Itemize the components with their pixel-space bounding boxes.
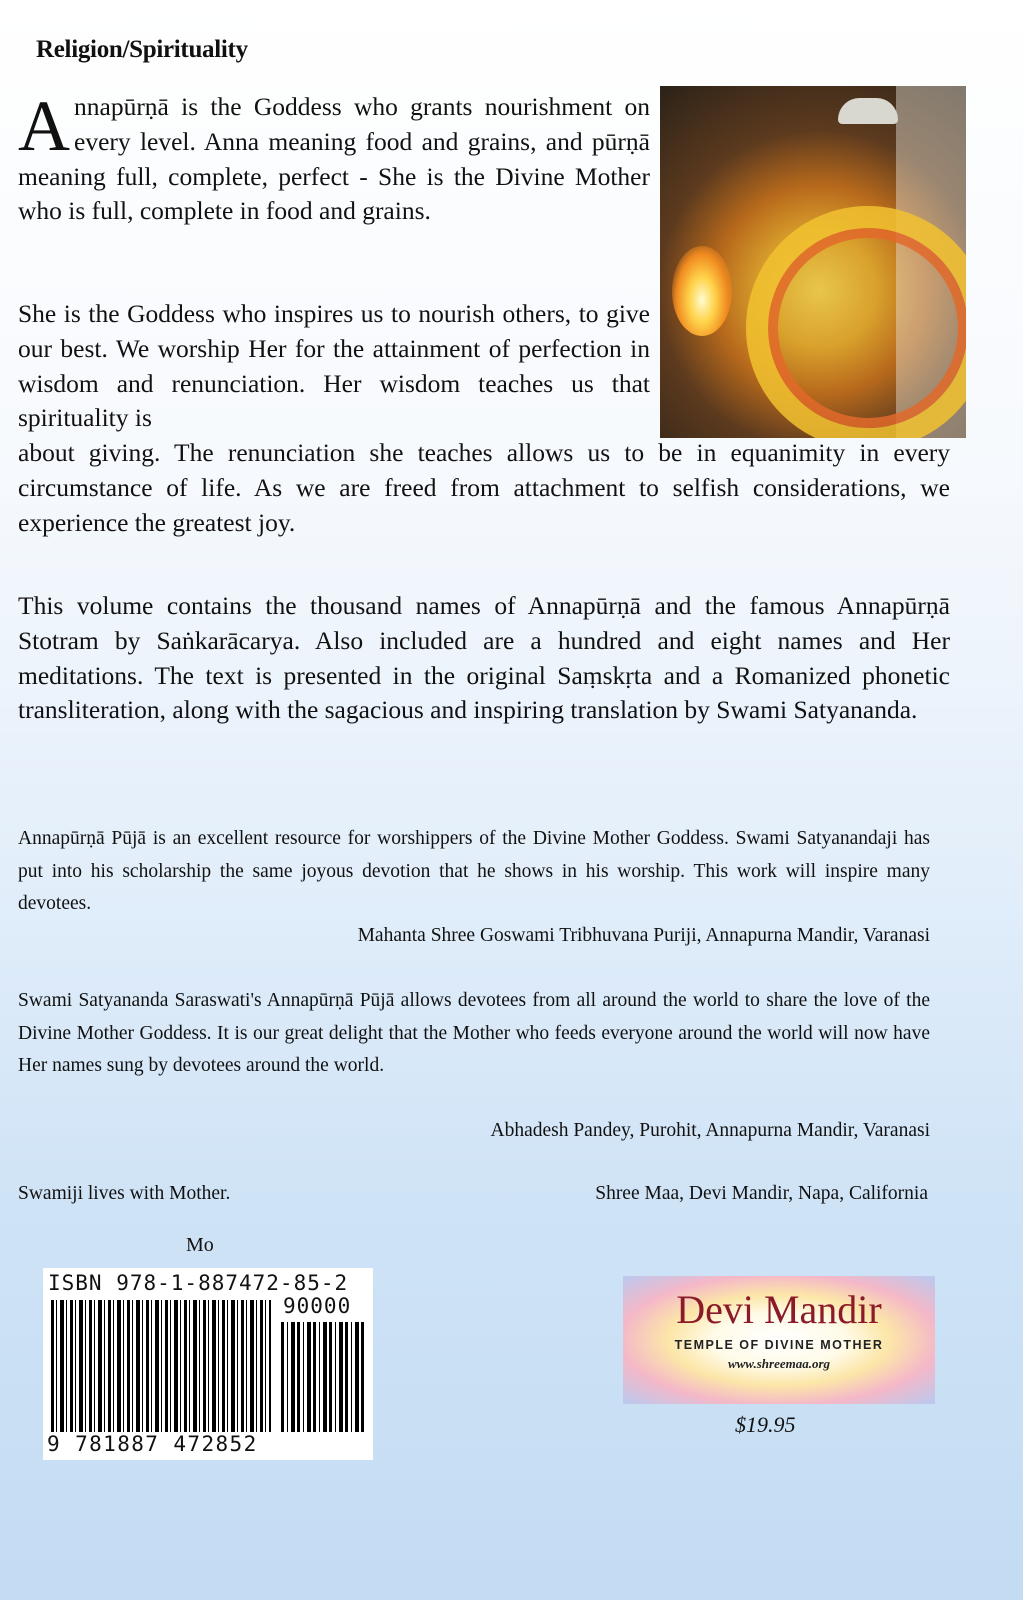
logo-subtitle: TEMPLE OF DIVINE MOTHER xyxy=(674,1338,884,1352)
paragraph-2-text-a: She is the Goddess who inspires us to nourish others, to give our best. We worship Her for the attainment of perfection in wisdom and renunciation. Her wisdom teaches us that spirituality is xyxy=(18,299,650,433)
paragraph-1-text: nnapūrṇā is the Goddess who grants nourishment on every level. Anna meaning food and grains, and pūrṇā meaning full, complete, perfect - She is the Divine Mother who is full, complete in food and grains. xyxy=(18,92,650,226)
drop-cap: A xyxy=(18,86,70,166)
endorsement-attribution-1: Mahanta Shree Goswami Tribhuvana Puriji, Annapurna Mandir, Varanasi xyxy=(357,925,930,946)
barcode-addon-bars xyxy=(281,1322,367,1432)
footer-right-text: Shree Maa, Devi Mandir, Napa, California xyxy=(595,1183,928,1204)
devi-mandir-logo xyxy=(623,1276,935,1404)
endorsement-attribution-2: Abhadesh Pandey, Purohit, Annapurna Mandir, Varanasi xyxy=(490,1120,930,1141)
endorsement-quote-1: Annapūrṇā Pūjā is an excellent resource for worshippers of the Divine Mother Goddess. Swami Satyanandaji has put into his scholarship the same joyous devotion that he shows in his worship. This work will inspire many devotees. xyxy=(18,828,930,914)
barcode-price-code: 90000 xyxy=(283,1294,352,1318)
description-paragraph-1 xyxy=(18,86,650,229)
footer-left-text: Swamiji lives with Mother. xyxy=(18,1183,231,1204)
endorsement-quote-2: Swami Satyananda Saraswati's Annapūrṇā Pūjā allows devotees from all around the world to share the love of the Divine Mother Goddess. It is our great delight that the Mother who feeds everyone around the world will now have Her names sung by devotees around the world. xyxy=(18,990,930,1076)
logo-url: www.shreemaa.org xyxy=(727,1356,831,1371)
isbn-barcode xyxy=(43,1268,373,1460)
barcode-bars xyxy=(51,1300,271,1432)
paragraph-2-text-b: about giving. The renunciation she teaches allows us to be in equanimity in every circumstance of life. As we are freed from attachment to selfish considerations, we experience the greatest joy. xyxy=(18,438,950,537)
description-paragraph-3: This volume contains the thousand names of Annapūrṇā and the famous Annapūrṇā Stotram by Saṅkarācarya. Also included are a hundred and eight names and Her meditations. The text is presented in the original Saṃskṛta and a Romanized phonetic transliteration, along with the sagacious and inspiring translation by Swami Satyananda. xyxy=(18,591,950,725)
ean-number: 9 781887 472852 xyxy=(47,1432,258,1456)
isbn-number: ISBN 978-1-887472-85-2 xyxy=(48,1271,349,1295)
logo-title: Devi Mandir xyxy=(676,1287,882,1332)
footer-mo-text: Mo xyxy=(186,1234,214,1256)
category-label: Religion/Spirituality xyxy=(36,36,248,63)
price-label: $19.95 xyxy=(735,1412,796,1437)
description-paragraph-2 xyxy=(18,297,950,541)
photo-lamp xyxy=(838,98,898,124)
